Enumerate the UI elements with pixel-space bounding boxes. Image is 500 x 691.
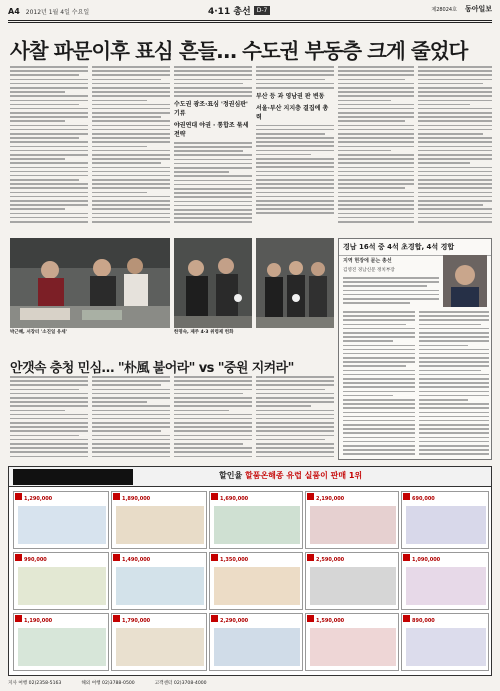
subhead-4: 서울·부산 지지층 결집에 총력 [256, 104, 329, 121]
section-label [208, 4, 270, 17]
regional-column-box [338, 238, 492, 460]
ad-title-prefix: 할인율 [219, 471, 243, 480]
article-column-6 [418, 66, 492, 234]
date-line: 2012년 1월 4일 수요일 [25, 8, 90, 16]
ad-tile[interactable]: 690,000 [401, 491, 489, 549]
ad-brand-logo [13, 469, 133, 485]
main-headline: 사찰 파문이후 표심 흔들… 수도권 부동층 크게 줄었다 [10, 39, 468, 63]
ad-tile[interactable]: 2,190,000 [305, 491, 399, 549]
ad-tile[interactable]: 1,690,000 [209, 491, 303, 549]
footer-phone-3: 고객센터 02)3708-4000 [154, 681, 207, 686]
article-column-5 [338, 66, 414, 234]
header-rule [8, 20, 492, 21]
article2-column-4 [256, 376, 334, 462]
column-text [174, 376, 252, 457]
photo-memorial [174, 238, 252, 328]
ad-title-highlight: 할품온해종 유럽 실품이 판매 1위 [244, 471, 363, 480]
subhead-2: 야권연대 야권 · 통합조 묶세 전략 [174, 121, 249, 138]
advertisement-block [8, 466, 492, 676]
ad-tile[interactable]: 1,890,000 [111, 491, 207, 549]
box-kicker: 지역 현장에 묻는 총선 [343, 258, 392, 264]
caption-title-2: 한명숙, 제주 4·3 위령제 헌화 [174, 330, 234, 335]
columnist-portrait [443, 255, 487, 307]
footer-phone-2: 해외 여행 02)3788-0500 [81, 681, 135, 686]
ad-title [219, 470, 362, 481]
article2-column-3 [174, 376, 252, 462]
box-byline: 김영진 경남신문 정치부장 [343, 268, 395, 273]
article2-column-2 [92, 376, 170, 462]
header-right [431, 4, 492, 14]
ad-title-bar [9, 467, 491, 487]
subhead-1: 수도권 광조·표심 '정권심판' 기류 [174, 100, 248, 117]
article-column-3 [174, 66, 252, 234]
photo-image [174, 238, 252, 328]
second-headline: 안갯속 충청 민심… "朴風 불어라" vs "중원 지켜라" [10, 361, 294, 376]
paper-logo: 동아일보 [464, 4, 492, 13]
edition-number: 제28024호 [431, 6, 457, 13]
column-text [418, 66, 492, 223]
ad-tile[interactable]: 1,190,000 [13, 613, 109, 671]
ad-tile[interactable]: 2,290,000 [209, 613, 303, 671]
photo-image [256, 238, 334, 328]
column-text [256, 376, 334, 457]
box-text-b [343, 311, 415, 458]
ad-tile[interactable]: 1,090,000 [401, 552, 489, 610]
ad-tile[interactable]: 1,490,000 [111, 552, 207, 610]
column-text [174, 66, 252, 97]
page-number: A4 [8, 6, 20, 16]
photo-caption-1 [10, 330, 170, 336]
column-text [256, 66, 334, 89]
box-title: 경남 16석 중 4석 초경합, 4석 경합 [339, 239, 491, 256]
column-text [338, 66, 414, 223]
photo-image [10, 238, 170, 328]
ad-tile[interactable]: 1,790,000 [111, 613, 207, 671]
photo-caption-2 [174, 330, 334, 336]
article-column-1 [10, 66, 88, 234]
article-column-4 [256, 66, 334, 234]
column-text [92, 376, 170, 457]
photo-campaign-market [10, 238, 170, 328]
ad-footer [8, 678, 492, 688]
columnist-photo [443, 255, 487, 307]
column-text [174, 142, 252, 223]
ad-tile[interactable]: 1,350,000 [209, 552, 303, 610]
header-rule-thin [8, 22, 492, 23]
caption-title-1: 박근혜, 서장터 '소진일 유세' [10, 330, 67, 335]
section-title: 4·11 총선 [208, 7, 251, 17]
column-text [10, 376, 88, 457]
ad-tile[interactable]: 1,290,000 [13, 491, 109, 549]
box-text-c [419, 311, 489, 458]
box-text-a [343, 277, 439, 306]
column-text [10, 66, 88, 223]
article-column-2 [92, 66, 170, 234]
subhead-3: 부산 등 과 영남권 판 변동 [256, 92, 325, 100]
ad-tile[interactable]: 890,000 [401, 613, 489, 671]
ad-tile[interactable]: 1,590,000 [305, 613, 399, 671]
ad-tile[interactable]: 990,000 [13, 552, 109, 610]
page-header [8, 4, 492, 18]
section-code: D-7 [254, 6, 271, 15]
article2-column-1 [10, 376, 88, 462]
photo-ceremony [256, 238, 334, 328]
column-text [256, 125, 334, 215]
ad-tile[interactable]: 2,590,000 [305, 552, 399, 610]
column-text [92, 66, 170, 223]
footer-phone-1: 지사 여행 02)2358-5163 [8, 681, 62, 686]
